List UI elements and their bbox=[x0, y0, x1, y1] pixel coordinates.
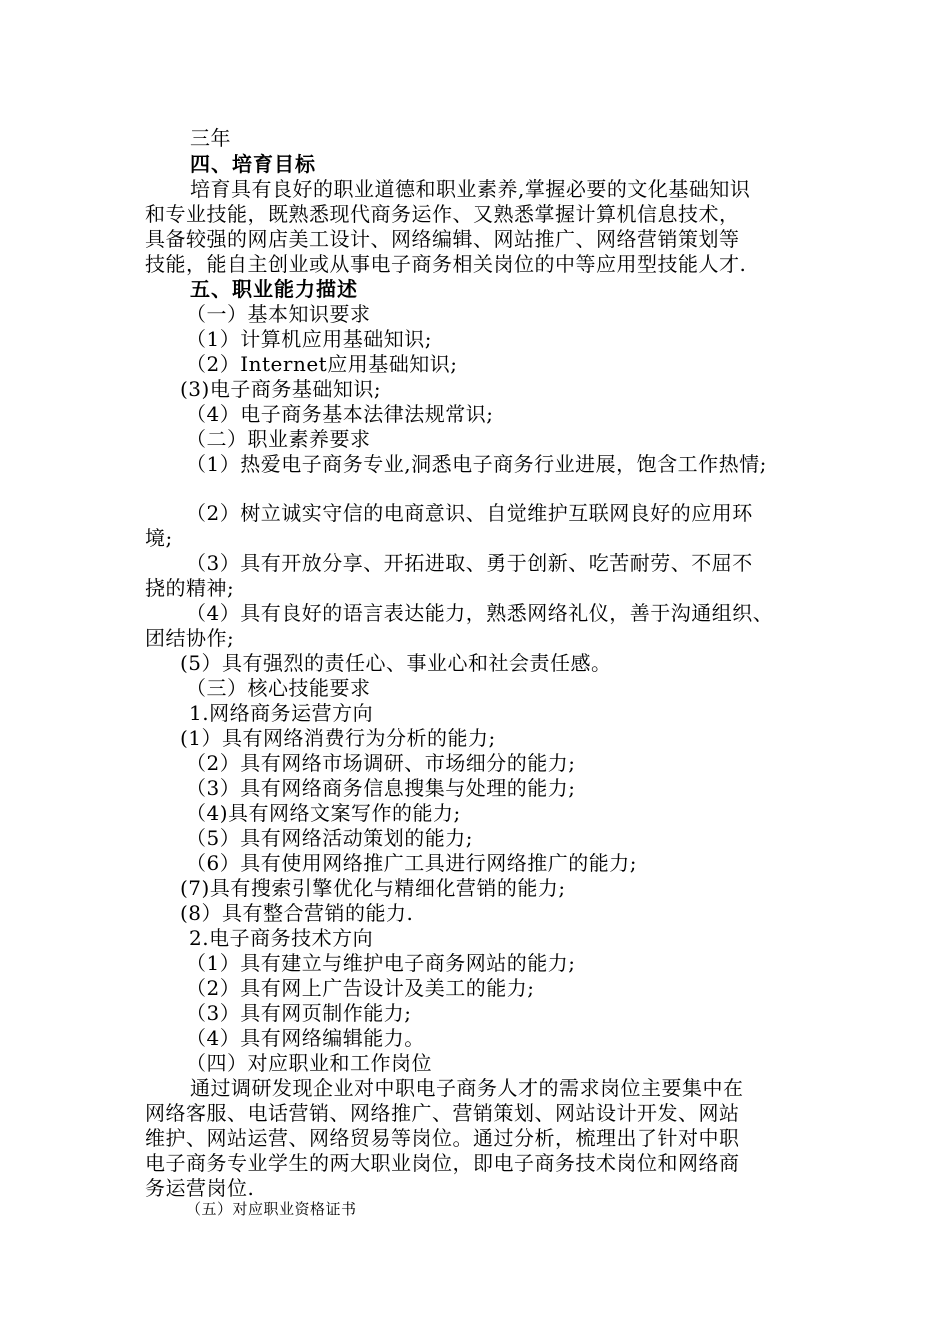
subsection-heading: （一）基本知识要求 bbox=[186, 302, 371, 326]
list-item: (8）具有整合营销的能力. bbox=[180, 901, 414, 925]
list-item: （2）树立诚实守信的电商意识、自觉维护互联网良好的应用环 bbox=[186, 501, 753, 525]
list-item: （1）计算机应用基础知识; bbox=[186, 327, 432, 351]
paragraph-line: 务运营岗位. bbox=[145, 1176, 255, 1200]
list-item: (7)具有搜索引擎优化与精细化营销的能力; bbox=[180, 876, 566, 900]
subsection-heading: （三）核心技能要求 bbox=[186, 676, 371, 700]
direction-heading: 1.网络商务运营方向 bbox=[189, 701, 374, 725]
paragraph-line: 通过调研发现企业对中职电子商务人才的需求岗位主要集中在 bbox=[190, 1076, 744, 1100]
list-item: （1）热爱电子商务专业,洞悉电子商务行业进展，饱含工作热情; bbox=[186, 452, 767, 476]
list-item-continuation: 团结协作; bbox=[145, 626, 235, 650]
paragraph-line: 具备较强的网店美工设计、网络编辑、网站推广、网络营销策划等 bbox=[145, 227, 740, 251]
list-item: （4）具有良好的语言表达能力，熟悉网络礼仪，善于沟通组织、 bbox=[186, 601, 774, 625]
section-heading-training-goals: 四、培育目标 bbox=[190, 152, 316, 176]
duration-text: 三年 bbox=[190, 126, 231, 150]
list-item: (1）具有网络消费行为分析的能力; bbox=[180, 726, 496, 750]
list-item: （4）具有网络编辑能力。 bbox=[186, 1026, 425, 1050]
list-item: （3）具有网络商务信息搜集与处理的能力; bbox=[186, 776, 576, 800]
list-item: （2）具有网络市场调研、市场细分的能力; bbox=[186, 751, 576, 775]
list-item-continuation: 挠的精神; bbox=[145, 576, 235, 600]
paragraph-line: 技能，能自主创业或从事电子商务相关岗位的中等应用型技能人才. bbox=[145, 252, 747, 276]
list-item: （2）具有网上广告设计及美工的能力; bbox=[186, 976, 535, 1000]
list-item: （6）具有使用网络推广工具进行网络推广的能力; bbox=[186, 851, 637, 875]
paragraph-line: 维护、网站运营、网络贸易等岗位。通过分析，梳理出了针对中职 bbox=[145, 1126, 740, 1150]
subsection-heading: （二）职业素养要求 bbox=[186, 427, 371, 451]
list-item: （4)具有网络文案写作的能力; bbox=[186, 801, 461, 825]
list-item: (3)电子商务基础知识; bbox=[180, 377, 382, 401]
direction-heading: 2.电子商务技术方向 bbox=[189, 926, 374, 950]
paragraph-line: 和专业技能，既熟悉现代商务运作、又熟悉掌握计算机信息技术， bbox=[145, 202, 740, 226]
list-item: （5）具有网络活动策划的能力; bbox=[186, 826, 473, 850]
subsection-heading: （四）对应职业和工作岗位 bbox=[186, 1051, 432, 1075]
list-item: （4）电子商务基本法律法规常识; bbox=[186, 402, 494, 426]
list-item: （3）具有开放分享、开拓进取、勇于创新、吃苦耐劳、不屈不 bbox=[186, 551, 753, 575]
list-item-continuation: 境; bbox=[145, 526, 173, 550]
paragraph-line: 培育具有良好的职业道德和职业素养,掌握必要的文化基础知识 bbox=[190, 177, 751, 201]
list-item: （3）具有网页制作能力; bbox=[186, 1001, 412, 1025]
paragraph-line: 电子商务专业学生的两大职业岗位，即电子商务技术岗位和网络商 bbox=[145, 1151, 740, 1175]
section-heading-ability: 五、职业能力描述 bbox=[190, 277, 358, 301]
subsection-heading: （五）对应职业资格证书 bbox=[186, 1200, 357, 1218]
list-item: (5）具有强烈的责任心、事业心和社会责任感。 bbox=[180, 651, 612, 675]
list-item: （1）具有建立与维护电子商务网站的能力; bbox=[186, 951, 576, 975]
list-item: （2）Internet应用基础知识; bbox=[186, 352, 458, 376]
paragraph-line: 网络客服、电话营销、网络推广、营销策划、网站设计开发、网站 bbox=[145, 1101, 740, 1125]
